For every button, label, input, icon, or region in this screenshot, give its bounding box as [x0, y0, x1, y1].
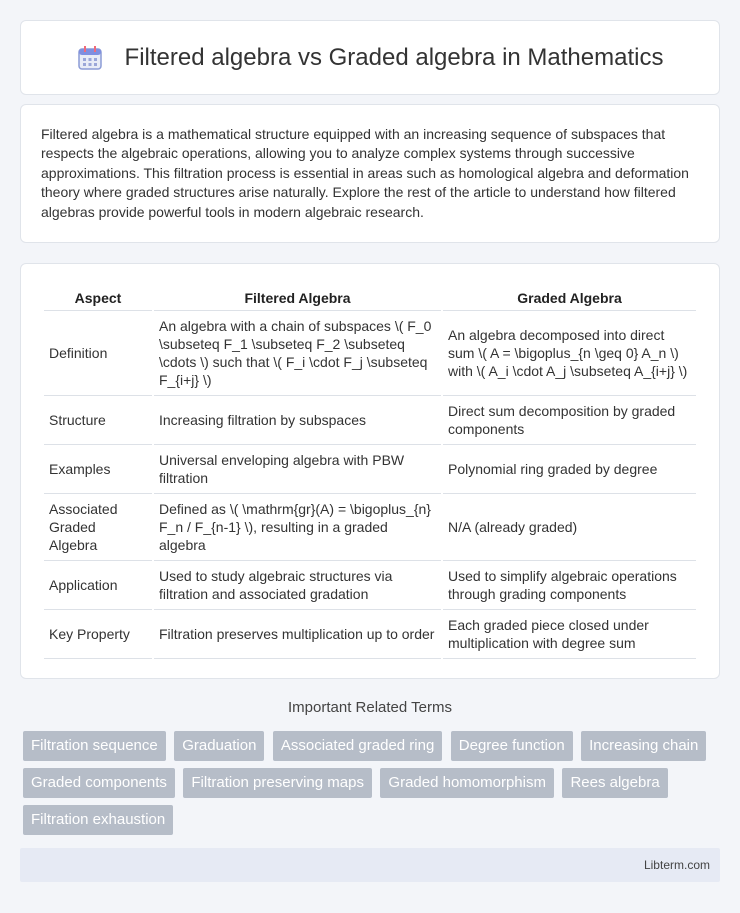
related-terms-title: Important Related Terms: [288, 699, 452, 716]
header-filtered: Filtered Algebra: [154, 286, 441, 311]
cell-graded: N/A (already graded): [443, 494, 696, 561]
header-graded: Graded Algebra: [443, 286, 696, 311]
cell-graded: An algebra decomposed into direct sum \( A = \bigoplus_{n \geq 0} A_n \) with \( A_i \cdot A_j \subseteq A_{i+j} \): [443, 311, 696, 396]
table-row: [44, 396, 696, 445]
tag-filtration-sequence[interactable]: Filtration sequence: [23, 731, 166, 761]
cell-filtered: An algebra with a chain of subspaces \( F_0 \subseteq F_1 \subseteq F_2 \subseteq \cdots \) such that \( F_i \cdot F_j \subseteq F_{i+j} \): [154, 311, 441, 396]
intro-card: [20, 104, 720, 243]
related-tags: [23, 731, 713, 842]
header-card: [20, 20, 720, 95]
cell-aspect: Examples: [44, 445, 152, 494]
tag-increasing-chain[interactable]: Increasing chain: [581, 731, 706, 761]
cell-aspect: Definition: [44, 311, 152, 396]
intro-text: Filtered algebra is a mathematical structure equipped with an increasing sequence of subspaces that respects the algebraic operations, allowing you to analyze complex systems through successive approximations. This filtration process is essential in areas such as homological algebra and deformation theory where graded structures arise naturally. Explore the rest of the article to understand how filtered algebras provide powerful tools in modern algebraic research.: [41, 126, 689, 220]
tag-degree-function[interactable]: Degree function: [451, 731, 573, 761]
table-header-row: [44, 286, 696, 311]
table-row: [44, 311, 696, 396]
tag-filtration-exhaustion[interactable]: Filtration exhaustion: [23, 805, 173, 835]
tag-associated-graded-ring[interactable]: Associated graded ring: [273, 731, 442, 761]
cell-filtered: Universal enveloping algebra with PBW filtration: [154, 445, 441, 494]
calendar-icon: [77, 45, 103, 71]
cell-aspect: Key Property: [44, 610, 152, 659]
table-row: [44, 445, 696, 494]
comparison-card: [20, 263, 720, 679]
cell-aspect: Application: [44, 561, 152, 610]
cell-filtered: Used to study algebraic structures via filtration and associated gradation: [154, 561, 441, 610]
cell-graded: Polynomial ring graded by degree: [443, 445, 696, 494]
footer: [20, 848, 720, 882]
table-row: [44, 610, 696, 659]
cell-graded: Direct sum decomposition by graded components: [443, 396, 696, 445]
cell-filtered: Filtration preserves multiplication up to order: [154, 610, 441, 659]
header-aspect: Aspect: [44, 286, 152, 311]
page-title: Filtered algebra vs Graded algebra in Mathematics: [124, 43, 664, 71]
cell-graded: Each graded piece closed under multiplication with degree sum: [443, 610, 696, 659]
cell-filtered: Defined as \( \mathrm{gr}(A) = \bigoplus_{n} F_n / F_{n-1} \), resulting in a graded algebra: [154, 494, 441, 561]
comparison-table: [42, 286, 698, 659]
cell-graded: Used to simplify algebraic operations through grading components: [443, 561, 696, 610]
tag-graded-components[interactable]: Graded components: [23, 768, 175, 798]
tag-graded-homomorphism[interactable]: Graded homomorphism: [380, 768, 554, 798]
table-row: [44, 561, 696, 610]
footer-site-link[interactable]: Libterm.com: [643, 858, 710, 872]
cell-aspect: Structure: [44, 396, 152, 445]
tag-rees-algebra[interactable]: Rees algebra: [562, 768, 667, 798]
tag-graduation[interactable]: Graduation: [174, 731, 264, 761]
cell-aspect: Associated Graded Algebra: [44, 494, 152, 561]
table-row: [44, 494, 696, 561]
tag-filtration-preserving-maps[interactable]: Filtration preserving maps: [183, 768, 372, 798]
cell-filtered: Increasing filtration by subspaces: [154, 396, 441, 445]
